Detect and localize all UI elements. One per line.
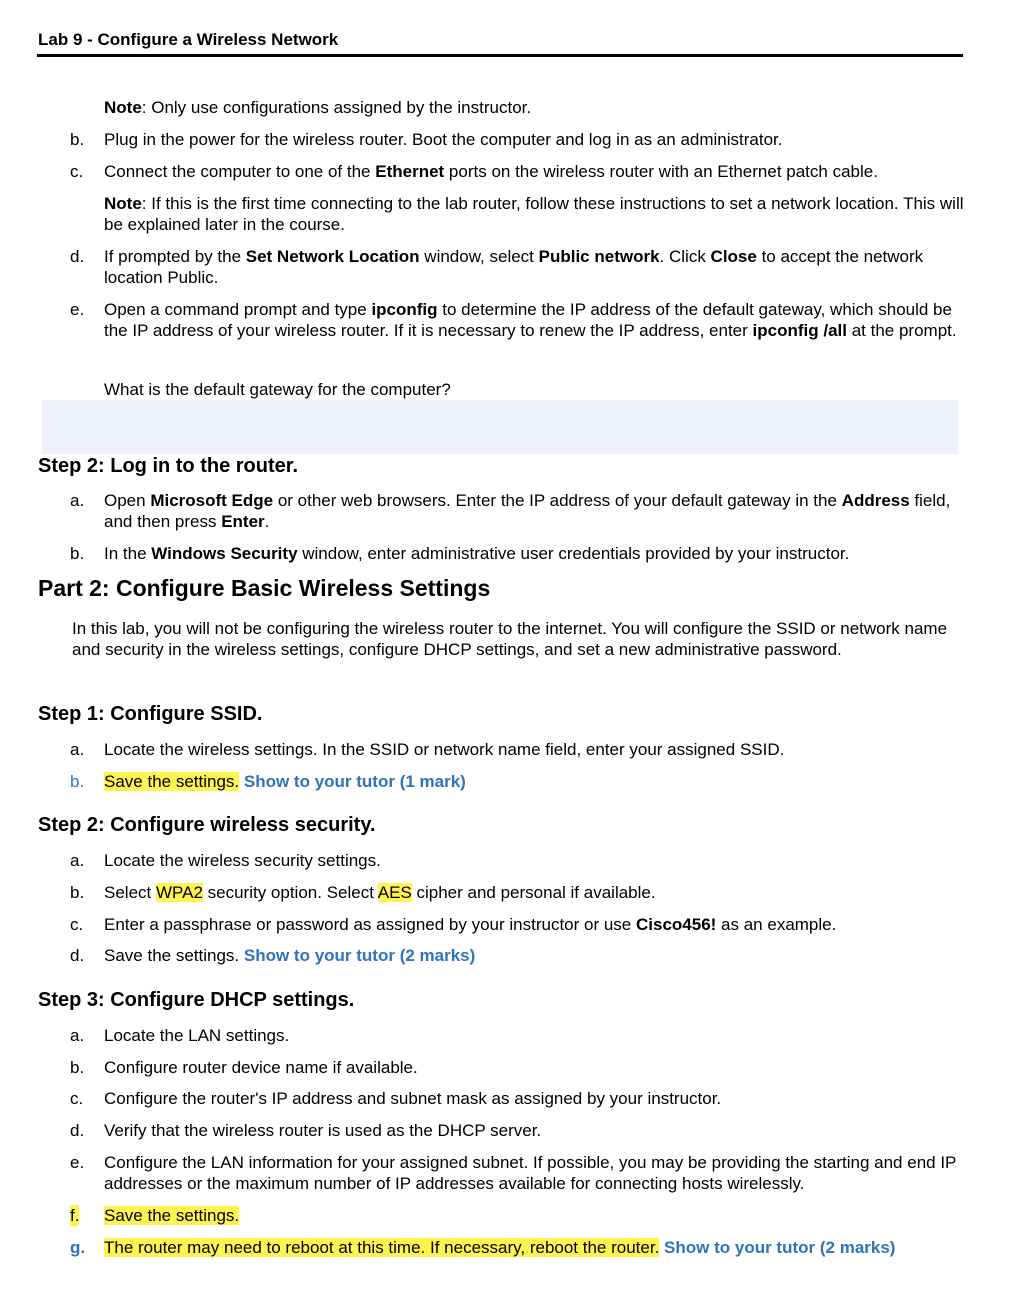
tutor-marks-label: Show to your tutor (2 marks) <box>243 946 476 965</box>
page-header-title: Lab 9 - Configure a Wireless Network <box>38 30 339 49</box>
tutor-marks-label: Show to your tutor (2 marks) <box>664 1238 896 1257</box>
part-intro: In this lab, you will not be configuring the wireless router to the internet. You will configure the SSID or network name and security in the wireless settings, configure DHCP settings, and set a new administrative password. <box>72 619 948 659</box>
header-rule <box>37 54 963 57</box>
tutor-marks-label: Show to your tutor (1 mark) <box>243 772 466 791</box>
answer-field[interactable] <box>42 400 958 454</box>
part-heading: Part 2: Configure Basic Wireless Settings <box>38 575 491 601</box>
step-heading: Step 2: Configure wireless security. <box>38 814 376 836</box>
note-network-location: Note: If this is the first time connecting to the lab router, follow these instructions to set a network location. This will be explained later in the course. <box>104 194 964 234</box>
step-heading: Step 2: Log in to the router. <box>38 455 298 477</box>
step-heading: Step 1: Configure SSID. <box>38 703 263 725</box>
question-default-gateway: What is the default gateway for the computer? <box>104 380 451 399</box>
note-instructor: Note: Only use configurations assigned by the instructor. <box>104 98 532 117</box>
step-heading: Step 3: Configure DHCP settings. <box>38 989 355 1011</box>
